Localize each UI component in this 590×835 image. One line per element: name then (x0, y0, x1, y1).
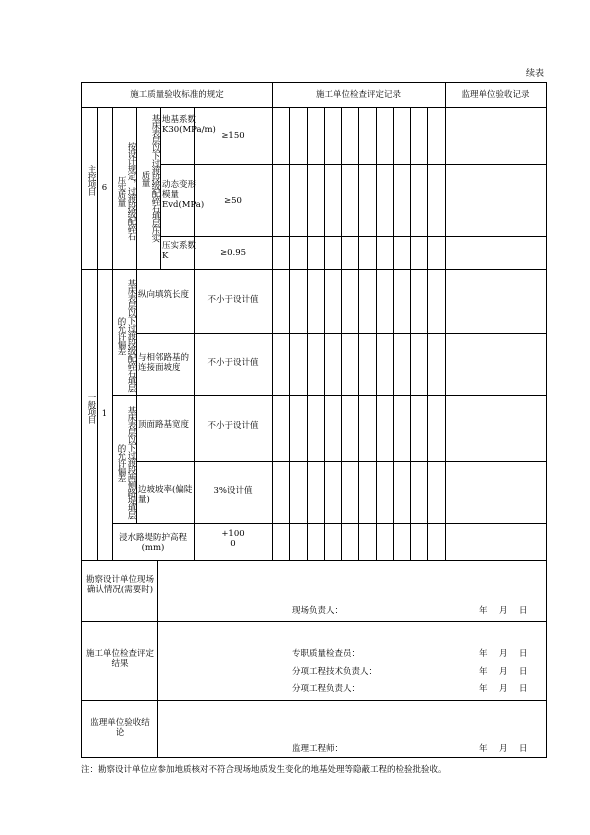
criterion-value: ≥50 (224, 196, 242, 206)
construction-sign-3: 分项工程负责人： (292, 684, 361, 694)
general-sub2-label: 基床表层以下过渡段两侧路堤填层的允许偏差 (116, 406, 136, 519)
criterion-value: 不小于设计值 (207, 421, 259, 431)
date-day: 日 (519, 744, 528, 754)
date-month: 月 (499, 667, 508, 677)
col-line (427, 107, 428, 560)
supervision-sign: 监理工程师： (292, 744, 344, 754)
date-day: 日 (519, 606, 528, 616)
date-day: 日 (519, 649, 528, 659)
date-month: 月 (499, 684, 508, 694)
date-month: 月 (499, 744, 508, 754)
criterion-name: 顶面路基宽度 (138, 420, 190, 430)
col-line (376, 107, 377, 560)
main-sub-a-label: 基床表层以下过渡段级配碎石填层压实质量 (140, 114, 160, 242)
flood-value-bottom: 0 (230, 539, 236, 549)
construction-sign-1: 专职质量检查员： (292, 649, 361, 659)
col-line (307, 107, 308, 560)
criterion-name: 与相邻路基的连接面坡度 (138, 353, 190, 373)
date-month: 月 (499, 649, 508, 659)
construction-sign-2: 分项工程技术负责人： (292, 667, 378, 677)
flood-criterion-name: 浸水路堤防护高程(mm) (118, 533, 187, 553)
survey-label: 勘察设计单位现场确认情况(需要时) (86, 575, 155, 595)
col-line (272, 83, 273, 560)
col-line (410, 107, 411, 560)
construction-label: 施工单位检查评定结果 (86, 649, 155, 669)
col-line (289, 107, 290, 560)
criterion-value: 不小于设计值 (207, 358, 259, 368)
inspection-form-table (81, 82, 547, 758)
header-standard: 施工质量验收标准的规定 (130, 90, 224, 100)
criterion-name: 地基系数K30(MPa/m) (162, 115, 216, 135)
date-day: 日 (519, 667, 528, 677)
row-line (82, 107, 546, 108)
main-index: 6 (101, 183, 108, 193)
date-year: 年 (479, 744, 488, 754)
criterion-value: 不小于设计值 (207, 295, 259, 305)
row-line (82, 621, 546, 622)
general-index: 1 (101, 409, 108, 419)
survey-sign: 现场负责人： (292, 606, 344, 616)
criterion-name: 纵向填筑长度 (138, 290, 190, 300)
row-line (82, 700, 546, 701)
row-line (82, 269, 546, 270)
col-line (358, 107, 359, 560)
criterion-value: ≥150 (221, 131, 245, 141)
col-line (157, 560, 158, 757)
col-line (324, 107, 325, 560)
general-group-label: 一般项目 (86, 393, 96, 423)
date-day: 日 (519, 684, 528, 694)
col-line (341, 107, 342, 560)
row-line (160, 236, 546, 237)
date-year: 年 (479, 649, 488, 659)
col-line (97, 107, 98, 560)
row-line (82, 560, 546, 561)
flood-value-top: +100 (221, 529, 245, 539)
header-supervision-record: 监理单位验收记录 (461, 90, 530, 100)
supervision-label: 监理单位验收结论 (90, 718, 150, 738)
date-year: 年 (479, 667, 488, 677)
main-item-label: 按设计规定，过渡段级配碎石压实质量 (116, 142, 136, 240)
date-year: 年 (479, 606, 488, 616)
criterion-value: 3%设计值 (213, 486, 253, 496)
general-sub1-label: 基床表层以下过渡段级配碎石填层的允许偏差 (116, 279, 136, 392)
header-construction-record: 施工单位检查评定记录 (315, 90, 401, 100)
criterion-value: ≥0.95 (219, 248, 247, 258)
criterion-name: 压实系数K (162, 241, 197, 261)
col-line (445, 83, 446, 560)
col-line (393, 107, 394, 560)
criterion-name: 边坡坡率(偏陡量) (138, 485, 193, 505)
date-month: 月 (499, 606, 508, 616)
main-group-label: 主控项目 (86, 165, 96, 195)
continuation-label: 续表 (526, 69, 545, 79)
date-year: 年 (479, 684, 488, 694)
row-line (160, 164, 546, 165)
footnote: 注：勘察设计单位应参加地质核对不符合现场地质发生变化的地基处理等隐蔽工程的检验批验收。 (81, 765, 447, 775)
row-line (112, 523, 546, 524)
row-line (112, 395, 546, 396)
criterion-name: 动态变形模量Evd(MPa) (162, 180, 205, 210)
